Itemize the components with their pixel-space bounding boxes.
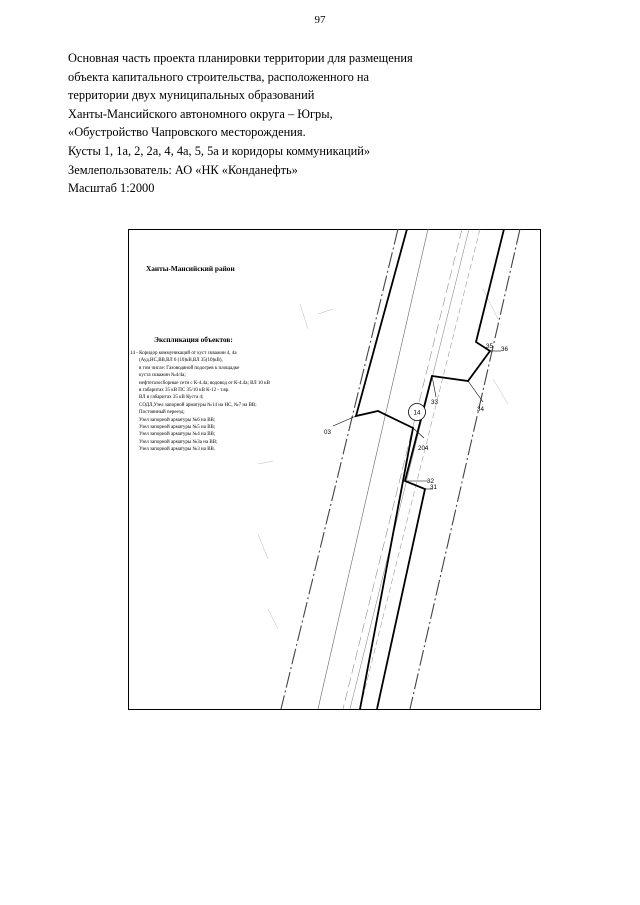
zone-14-label: 14 (413, 409, 421, 417)
header-line: территории двух муниципальных образований (68, 88, 315, 103)
header-line: Кусты 1, 1а, 2, 2а, 4, 4а, 5, 5а и коридоры коммуникаций» (68, 143, 371, 158)
page-number: 97 (314, 14, 326, 26)
header-line: «Обустройство Чапровского месторождения. (68, 125, 306, 140)
legend-line: Узел запорной арматуры №3 на ВВ. (139, 447, 216, 453)
allotment-boundary-left (356, 229, 413, 709)
document-header (68, 49, 448, 198)
legend-line: СОДЛ,Узел запорной арматуры №14 на НС, №7 на ВВ; (139, 402, 257, 408)
legend-line: Узел запорной арматуры №4 на ВВ; (139, 432, 216, 438)
legend-line: нефтегазосборные сети с К-4.4а; водовод от К-4.4а; ВЛ 10 кВ (139, 380, 270, 386)
header-line: объекта капитального строительства, расположенного на (68, 69, 370, 84)
point-label-03: 03 (324, 429, 331, 436)
header-line: Основная часть проекта планировки территории для размещения (68, 51, 413, 65)
point-label-32: 32 (427, 478, 434, 485)
point-label-33: 33 (431, 399, 438, 406)
allotment-boundary-right (377, 229, 504, 709)
legend-line: Узел запорной арматуры №5 на ВВ; (139, 425, 216, 431)
point-label-34: 34 (477, 406, 484, 413)
point-label-31: 31 (430, 484, 437, 491)
legend (130, 350, 310, 454)
point-label-204: 204 (418, 445, 429, 452)
header-line: Землепользователь: АО «НК «Конданефть» (68, 162, 298, 177)
legend-line: Узел запорной арматуры №3а на ВВ; (139, 439, 218, 445)
left-dashdot-boundary (281, 229, 398, 709)
legend-title: Экспликация объектов: (154, 335, 233, 344)
legend-line: в том числе: Газоводяной подогрев к площадке (139, 365, 240, 371)
utility-line (343, 229, 462, 709)
background-marks (258, 289, 508, 629)
utility-line (350, 229, 469, 709)
district-label: Ханты-Мансийский район (146, 264, 235, 273)
legend-line: Постоянный переезд; (139, 410, 185, 416)
point-label-35: 35 (486, 343, 493, 350)
legend-line: ВЛ в габаритах 35 кВ Куста 4; (139, 395, 204, 401)
scale-line: Масштаб 1:2000 (68, 181, 155, 196)
header-line: Ханты-Мансийского автономного округа – Югры, (68, 106, 333, 121)
site-plan-map (128, 229, 541, 710)
utility-line (360, 229, 480, 709)
right-dashdot-boundary (410, 229, 520, 709)
legend-line: (Ауд.НС,ВВ,ВЛ 6 (10)кВ,ВЛ 35(10)кВ), (139, 358, 223, 364)
point-label-36: 36 (501, 346, 508, 353)
site-plan-drawing (128, 229, 541, 710)
legend-line: в габаритах 35 кВ ПС 35/10 кВ К-12 - т.вр. (139, 388, 230, 394)
legend-line: 14 - Коридор коммуникаций от куст скважин 4, 4а (130, 351, 237, 356)
legend-line: Узел запорной арматуры №6 на ВВ; (139, 417, 216, 423)
legend-line: куста скважин №4/4а; (139, 373, 186, 379)
